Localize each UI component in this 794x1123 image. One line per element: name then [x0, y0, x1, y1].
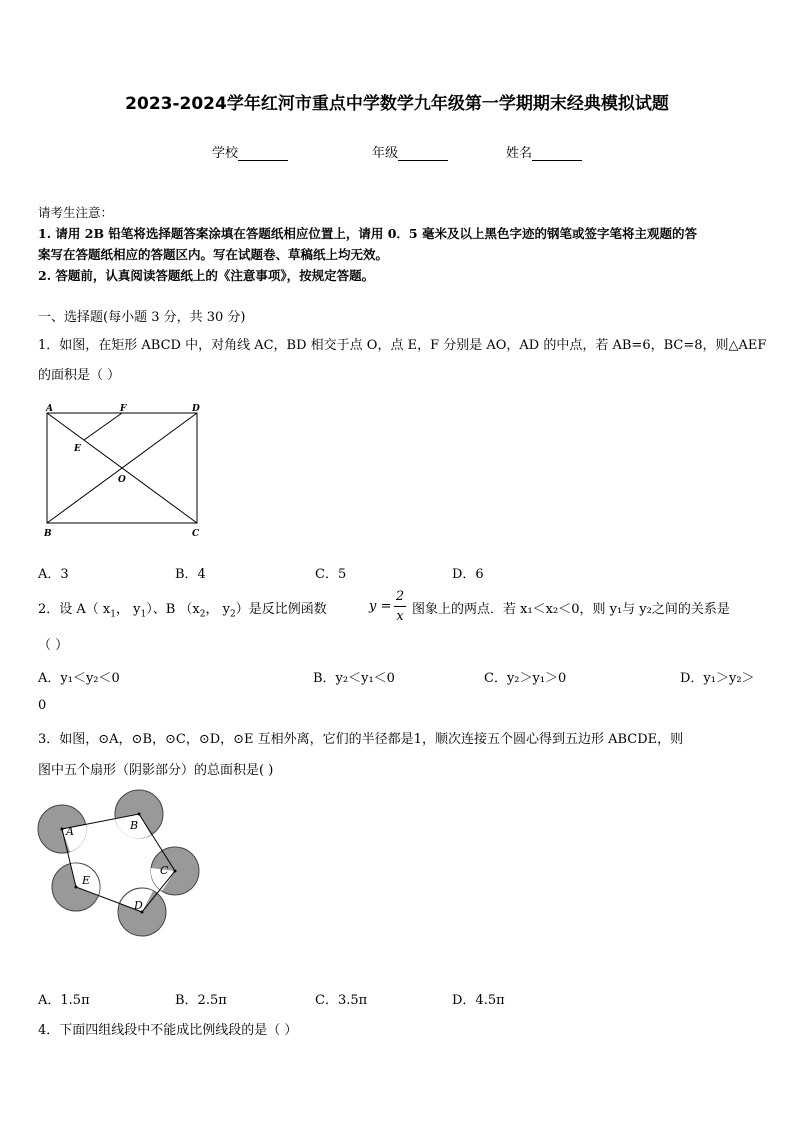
- q2-prefix: 2．设 A（ x: [38, 602, 111, 617]
- q2-option-b: B．y₂＜y₁＜0: [313, 671, 395, 686]
- name-field: [506, 142, 582, 161]
- label-d: D: [192, 404, 200, 414]
- school-blank: [238, 146, 288, 161]
- label-circle-c: C: [160, 864, 169, 877]
- notes-item-2: 2. 答题前，认真阅读答题纸上的《注意事项》，按规定答题。: [38, 268, 375, 283]
- q1-option-a: A．3: [38, 567, 69, 582]
- q2-fraction-bar: [394, 606, 406, 607]
- name-blank: [532, 146, 582, 161]
- q2-line2: （ ）: [38, 638, 69, 653]
- school-field: [212, 142, 288, 161]
- q3-option-b: B．2.5π: [175, 993, 227, 1008]
- q2-mid3: ， y: [205, 602, 230, 617]
- grade-blank: [398, 146, 448, 161]
- q2-sub-x2: 2: [199, 609, 206, 620]
- label-c: C: [192, 529, 200, 539]
- label-circle-d: D: [134, 899, 143, 912]
- q3-line1: 3．如图，⊙A，⊙B，⊙C，⊙D，⊙E 互相外离，它们的半径都是1，顺次连接五个圆心得到五边形 ABCDE，则: [38, 732, 684, 747]
- q2-option-a: A．y₁＜y₂＜0: [38, 671, 120, 686]
- q2-func-denominator: x: [396, 609, 404, 624]
- q2-mid1: ， y: [116, 602, 141, 617]
- q2-suffix: 图象上的两点．若 x₁＜x₂＜0，则 y₁与 y₂之间的关系是: [412, 602, 730, 617]
- q1-option-c: C．5: [315, 567, 347, 582]
- q1-option-b: B．4: [175, 567, 206, 582]
- section-heading: 一、选择题(每小题 3 分，共 30 分): [38, 310, 246, 325]
- q3-circles-figure: [30, 785, 210, 945]
- q1-line1: 1．如图，在矩形 ABCD 中，对角线 AC，BD 相交于点 O，点 E，F 分别是 AO，AD 的中点，若 AB=6，BC=8，则△AEF: [38, 338, 767, 353]
- center-b: [138, 813, 141, 816]
- notes-item-1-cont: 案写在答题纸相应的答题区内。写在试题卷、草稿纸上均无效。: [38, 247, 389, 262]
- center-e: [75, 886, 78, 889]
- q2-sub-y1: 1: [140, 609, 147, 620]
- q3-option-a: A．1.5π: [38, 993, 90, 1008]
- label-e: E: [74, 444, 81, 454]
- label-o: O: [118, 475, 126, 485]
- label-circle-e: E: [82, 874, 91, 887]
- label-f: F: [120, 404, 127, 414]
- school-label: 学校: [212, 146, 239, 161]
- center-a: [61, 828, 64, 831]
- q3-option-d: D．4.5π: [452, 993, 505, 1008]
- page-title: 2023-2024学年红河市重点中学数学九年级第一学期期末经典模拟试题: [125, 94, 669, 114]
- q2-line1: [38, 598, 327, 620]
- q1-option-d: D．6: [452, 567, 484, 582]
- label-circle-b: B: [130, 819, 139, 832]
- center-c: [174, 870, 177, 873]
- q2-sub-x1: 1: [110, 609, 116, 620]
- label-circle-a: A: [66, 825, 74, 838]
- q2-sub-y2: 2: [229, 609, 236, 620]
- label-b: B: [44, 529, 52, 539]
- q2-func-numerator: 2: [395, 589, 405, 604]
- notes-item-1: 1. 请用 2B 铅笔将选择题答案涂填在答题纸相应位置上，请用 0．5 毫米及以上黑色字迹的钢笔或签字笔将主观题的答: [38, 226, 697, 241]
- q1-rectangle-figure: [38, 398, 208, 543]
- label-a: A: [46, 404, 53, 414]
- q2-func-y: y =: [369, 599, 392, 614]
- q2-mid2: ）、B （x: [146, 602, 200, 617]
- q2-mid4: ）是反比例函数: [235, 602, 327, 617]
- q3-option-c: C．3.5π: [315, 993, 368, 1008]
- grade-field: [372, 142, 448, 161]
- name-label: 姓名: [506, 146, 533, 161]
- q4-line1: 4．下面四组线段中不能成比例线段的是（ ）: [38, 1023, 298, 1038]
- segment-ef: [84, 413, 122, 440]
- grade-label: 年级: [372, 146, 399, 161]
- notes-heading: 请考生注意：: [38, 205, 114, 220]
- q2-option-d-wrap: 0: [38, 698, 47, 713]
- q3-line2: 图中五个扇形（阴影部分）的总面积是( ): [38, 763, 274, 778]
- q2-option-d: D．y₁＞y₂＞: [680, 671, 755, 686]
- q2-option-c: C．y₂＞y₁＞0: [484, 671, 567, 686]
- q1-line2: 的面积是（ ）: [38, 368, 121, 383]
